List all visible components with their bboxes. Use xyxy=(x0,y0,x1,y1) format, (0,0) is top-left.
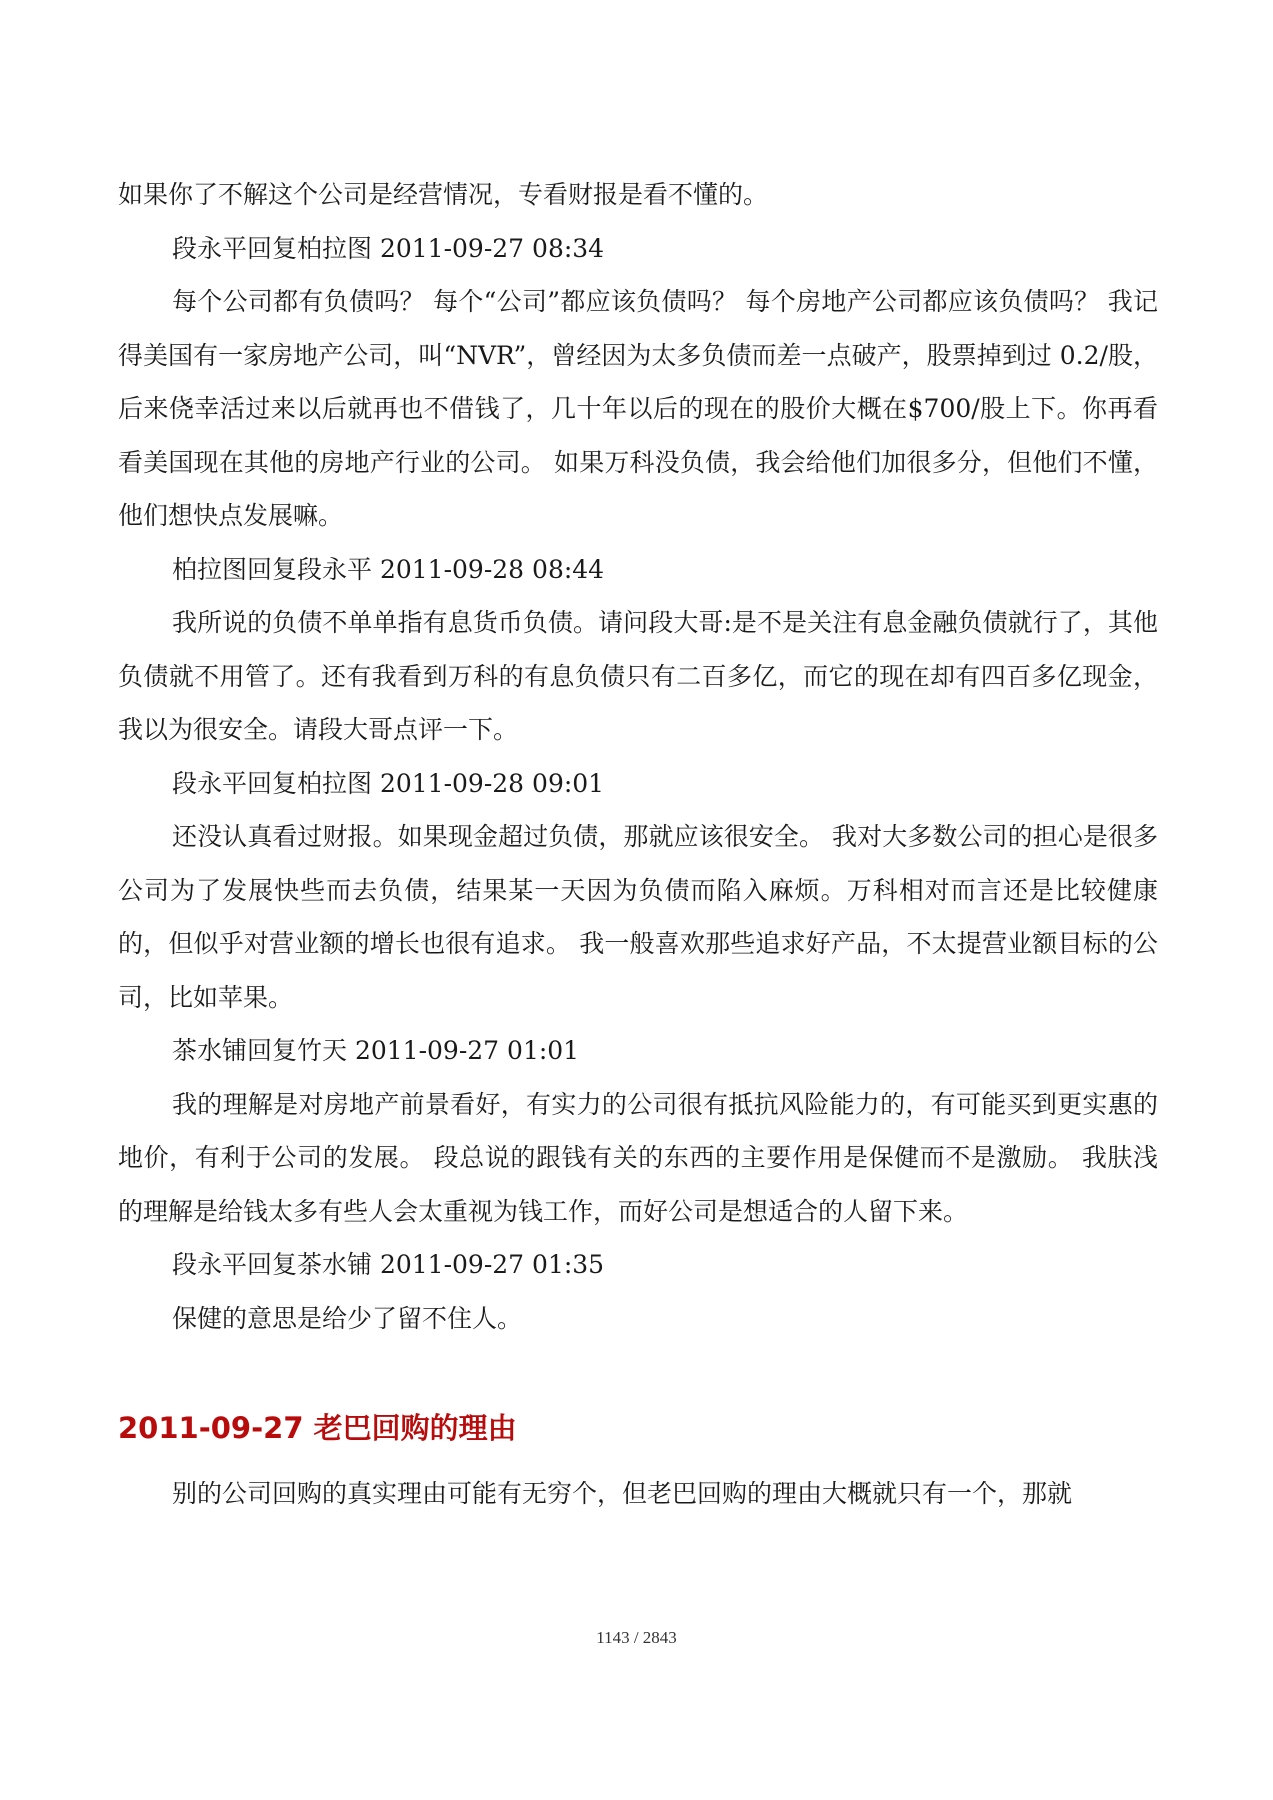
paragraph: 还没认真看过财报。如果现金超过负债，那就应该很安全。 我对大多数公司的担心是很多公司为了发展快些而去负债，结果某一天因为负债而陷入麻烦。万科相对而言还是比较健康的，但似乎对营业额的增长也很有追求。 我一般喜欢那些追求好产品，不太提营业额目标的公司，比如苹果。 xyxy=(118,822,1158,1012)
paragraph: 我所说的负债不单单指有息货币负债。请问段大哥:是不是关注有息金融负债就行了，其他负债就不用管了。还有我看到万科的有息负债只有二百多亿，而它的现在却有四百多亿现金，我以为很安全。请段大哥点评一下。 xyxy=(118,608,1158,744)
page-number: 1143 / 2843 xyxy=(596,1628,677,1647)
section-heading: 2011-09-27 老巴回购的理由 xyxy=(118,1411,517,1445)
reply-meta: 段永平回复柏拉图 2011-09-27 08:34 xyxy=(172,233,605,263)
reply-meta: 段永平回复柏拉图 2011-09-28 09:01 xyxy=(172,768,605,798)
paragraph: 如果你了不解这个公司是经营情况，专看财报是看不懂的。 xyxy=(118,180,769,209)
reply-meta: 段永平回复茶水铺 2011-09-27 01:35 xyxy=(172,1250,605,1279)
reply-meta: 柏拉图回复段永平 2011-09-28 08:44 xyxy=(172,554,605,584)
page-content xyxy=(118,168,1158,1521)
paragraph: 我的理解是对房地产前景看好，有实力的公司很有抵抗风险能力的，有可能买到更实惠的地价，有利于公司的发展。 段总说的跟钱有关的东西的主要作用是保健而不是激励。 我肤浅的理解是给钱太多有些人会太重视为钱工作，而好公司是想适合的人留下来。 xyxy=(118,1089,1158,1226)
paragraph: 别的公司回购的真实理由可能有无穷个，但老巴回购的理由大概就只有一个，那就 xyxy=(172,1479,1073,1508)
reply-meta: 茶水铺回复竹天 2011-09-27 01:01 xyxy=(172,1036,580,1065)
paragraph: 每个公司都有负债吗？ 每个“公司”都应该负债吗？ 每个房地产公司都应该负债吗？ 我记得美国有一家房地产公司，叫“NVR”，曾经因为太多负债而差一点破产，股票掉到过 0.2/股，后来侥幸活过来以后就再也不借钱了，几十年以后的现在的股价大概在$700/股上下。你再看看美国现在其他的房地产行业的公司。 如果万科没负债，我会给他们加很多分，但他们不懂，他们想快点发展嘛。 xyxy=(118,287,1158,530)
paragraph: 保健的意思是给少了留不住人。 xyxy=(172,1303,523,1333)
